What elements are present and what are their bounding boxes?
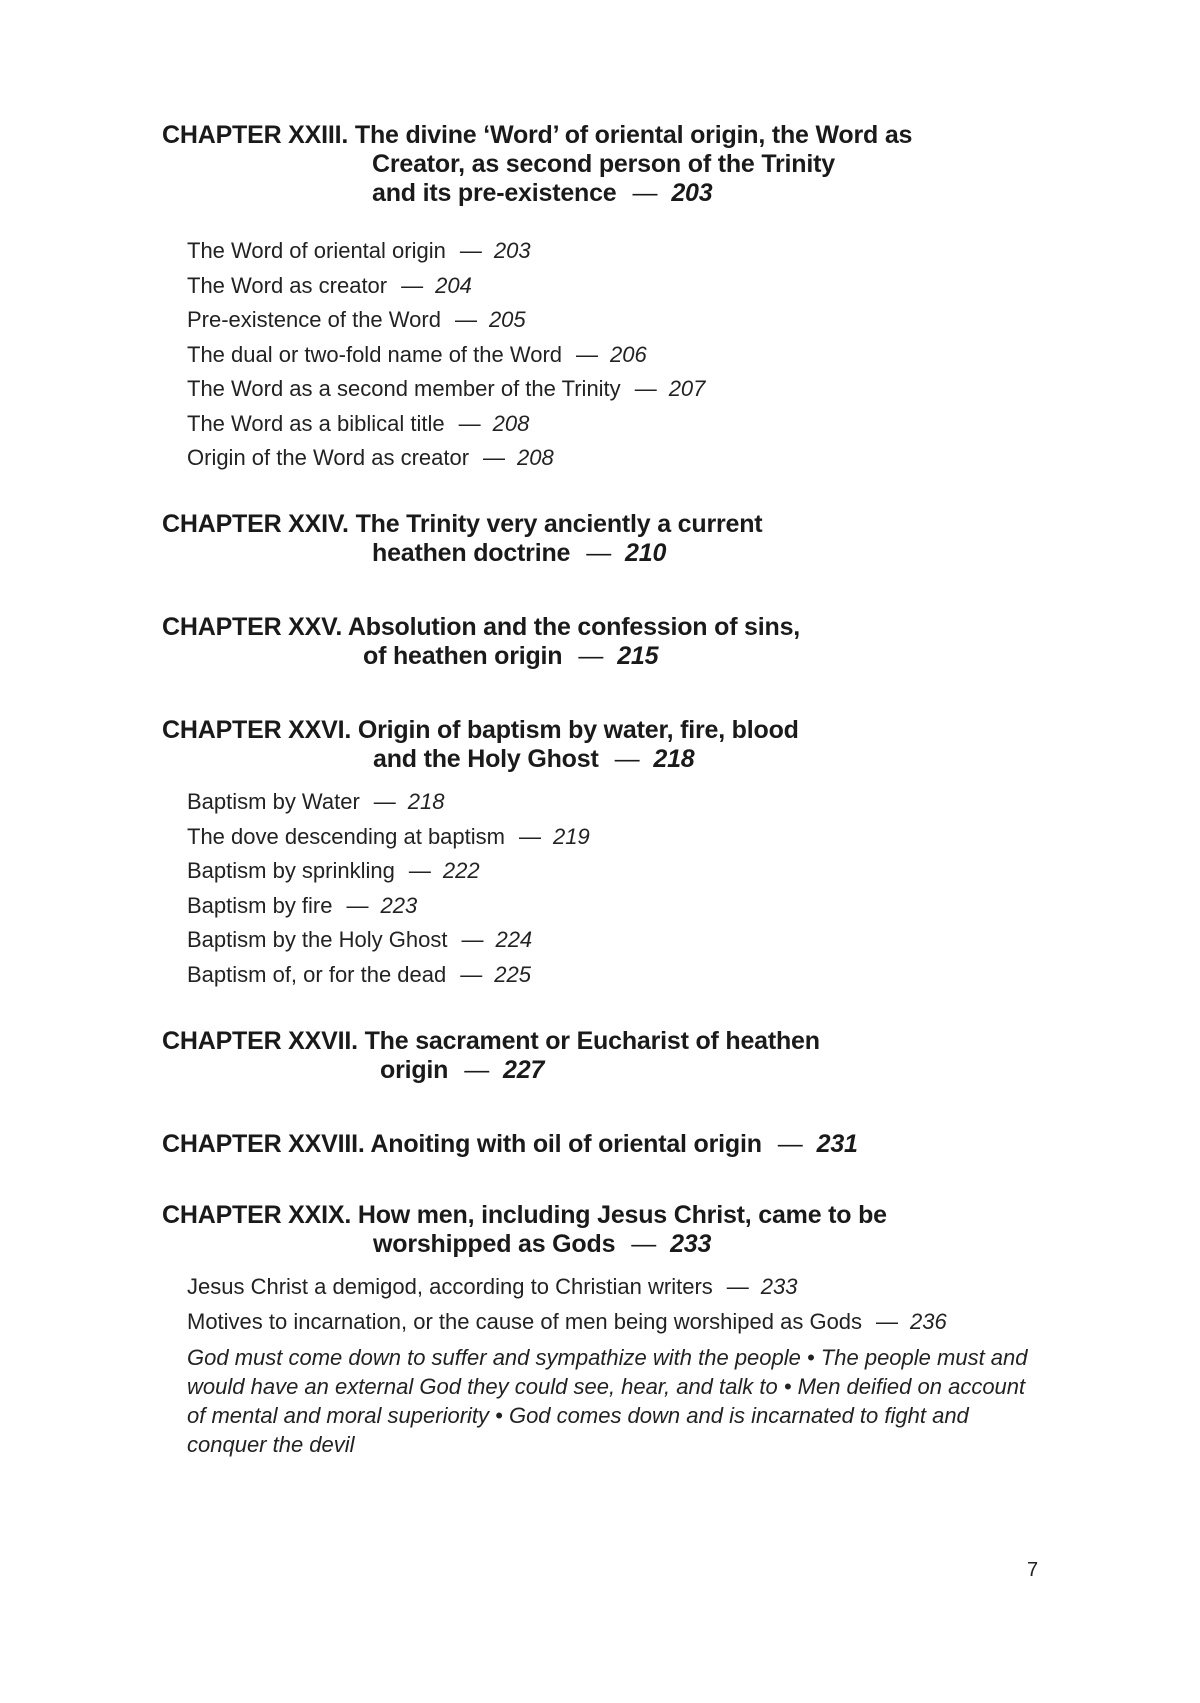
toc-entry: The Word as a second member of the Trinity — 207 <box>187 376 706 401</box>
dash: — <box>464 1056 490 1084</box>
chapter-xxiii-entries <box>187 234 1067 476</box>
toc-entry: Baptism by fire — 223 <box>187 892 418 918</box>
chapter-xxviii-heading <box>162 1130 1062 1159</box>
page-ref: 231 <box>816 1130 858 1158</box>
chapter-title-line: How men, including Jesus Christ, came to be <box>357 1201 887 1229</box>
chapter-label: CHAPTER XXVI. <box>162 716 352 744</box>
toc-entry: Jesus Christ a demigod, according to Christian writers — 233 <box>187 1274 798 1299</box>
page-ref: 215 <box>617 642 659 670</box>
chapter-label: CHAPTER XXVIII. <box>162 1130 365 1158</box>
page-ref: 218 <box>653 745 695 773</box>
chapter-title-line: Creator, as second person of the Trinity <box>372 150 835 178</box>
dash: — <box>614 745 640 773</box>
chapter-title-line: The divine ‘Word’ of oriental origin, the Word as <box>354 121 913 149</box>
chapter-title-line: and its pre-existence <box>372 179 617 207</box>
toc-entry: Baptism by sprinkling — 222 <box>187 858 480 883</box>
chapter-label: CHAPTER XXVII. <box>162 1027 358 1055</box>
chapter-title-line: The Trinity very anciently a current <box>355 510 763 538</box>
page-ref: 210 <box>625 539 667 567</box>
page-ref: 233 <box>670 1230 712 1258</box>
chapter-title-line: and the Holy Ghost <box>373 745 599 773</box>
chapter-title-line: Absolution and the confession of sins, <box>347 613 801 641</box>
dash: — <box>632 179 658 207</box>
chapter-xxvii-heading <box>162 1027 1062 1085</box>
chapter-title-line: Anoiting with oil of oriental origin <box>370 1130 762 1158</box>
chapter-xxvi-heading <box>162 716 1062 774</box>
chapter-xxvi-entries <box>187 785 1067 992</box>
chapter-xxiv-heading <box>162 510 1062 568</box>
chapter-title-line: The sacrament or Eucharist of heathen <box>364 1027 820 1055</box>
page-number: 7 <box>1027 1559 1039 1581</box>
chapter-xxix-heading <box>162 1201 1062 1259</box>
chapter-xxiii-heading <box>162 121 1062 208</box>
toc-entry: The Word as creator — 204 <box>187 272 472 298</box>
toc-entry: The Word as a biblical title — 208 <box>187 410 530 436</box>
chapter-label: CHAPTER XXV. <box>162 613 343 641</box>
page-ref: 203 <box>671 179 713 207</box>
dash: — <box>578 642 604 670</box>
chapter-label: CHAPTER XXIX. <box>162 1201 352 1229</box>
toc-entry: Motives to incarnation, or the cause of men being worshiped as Gods — 236 <box>187 1308 947 1334</box>
chapter-title-line: of heathen origin <box>363 642 563 670</box>
toc-entry: Baptism by Water — 218 <box>187 789 445 814</box>
chapter-title-line: origin <box>380 1056 449 1084</box>
chapter-title-line: Origin of baptism by water, fire, blood <box>357 716 799 744</box>
toc-entry: Pre-existence of the Word — 205 <box>187 307 526 332</box>
toc-entry: Origin of the Word as creator — 208 <box>187 445 554 470</box>
chapter-title-line: heathen doctrine <box>372 539 571 567</box>
toc-entry: Baptism of, or for the dead — 225 <box>187 961 531 987</box>
chapter-label: CHAPTER XXIV. <box>162 510 349 538</box>
toc-entry: The Word of oriental origin — 203 <box>187 238 531 263</box>
toc-entry: The dual or two-fold name of the Word — 206 <box>187 341 647 367</box>
chapter-label: CHAPTER XXIII. <box>162 121 349 149</box>
dash: — <box>777 1130 803 1158</box>
toc-entry: Baptism by the Holy Ghost — 224 <box>187 927 533 952</box>
chapter-xxv-heading <box>162 613 1062 671</box>
chapter-title-line: worshipped as Gods <box>373 1230 616 1258</box>
dash: — <box>586 539 612 567</box>
chapter-xxix-entries <box>187 1270 1067 1339</box>
chapter-xxix-note: God must come down to suffer and sympathize with the people • The people must and would have an external God they could see, hear, and talk to • Men deified on account of mental and moral superiority • God comes down and is incarnated to fight and conquer the devil <box>187 1345 1028 1457</box>
dash: — <box>631 1230 657 1258</box>
page-ref: 227 <box>503 1056 545 1084</box>
toc-entry: The dove descending at baptism — 219 <box>187 823 590 849</box>
